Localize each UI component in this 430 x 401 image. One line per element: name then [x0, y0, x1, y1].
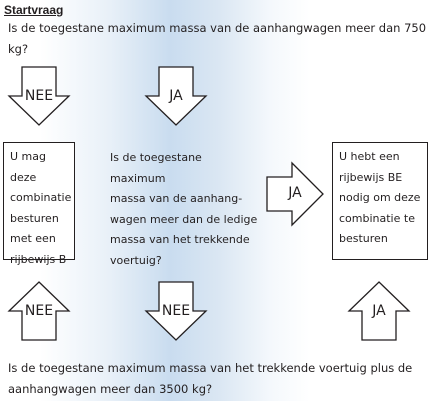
box-line: besturen: [10, 211, 59, 225]
start-question: Is de toegestane maximum massa van de aanhangwagen meer dan 750 kg?: [8, 21, 427, 56]
arrow-label: NEE: [24, 88, 54, 104]
arrow-nee-bottom-middle: [145, 281, 207, 341]
box-line: rijbewijs B: [10, 252, 67, 266]
arrow-nee-top-left: [8, 66, 70, 126]
box-line: rijbewijs BE: [339, 170, 403, 184]
box-line: met een: [10, 232, 56, 245]
box-line: U hebt een: [339, 150, 400, 163]
arrow-ja-bottom-right: [348, 281, 410, 341]
box-line: U mag deze: [10, 150, 46, 184]
arrow-label: NEE: [24, 303, 54, 319]
third-question: [8, 358, 428, 400]
question-line: aanhangwagen meer dan 3500 kg?: [8, 382, 213, 396]
arrow-ja-top-middle: [145, 66, 207, 126]
arrow-label: JA: [288, 185, 302, 201]
question-line: massa van het trekkende: [110, 233, 250, 246]
page-title: Startvraag: [4, 3, 64, 17]
question-line: Is de toegestane maximum: [110, 151, 202, 185]
second-question: [110, 148, 260, 271]
result-box-b: [3, 142, 75, 266]
question-line: Is de toegestane maximum massa van het trekkende voertuig plus de: [8, 361, 413, 375]
box-line: combinatie te: [339, 211, 415, 225]
question-line: wagen meer dan de ledige: [110, 212, 258, 226]
question-line: voertuig?: [110, 253, 162, 267]
result-box-be: [332, 142, 428, 260]
arrow-label: JA: [169, 88, 183, 104]
arrow-nee-bottom-left: [8, 281, 70, 341]
box-line: besturen: [339, 232, 388, 245]
box-line: nodig om deze: [339, 191, 421, 204]
arrow-label: NEE: [161, 303, 191, 319]
box-line: combinatie: [10, 191, 72, 204]
question-line: massa van de aanhang-: [110, 192, 243, 205]
arrow-label: JA: [372, 303, 386, 319]
arrow-ja-middle-right: [266, 162, 324, 226]
